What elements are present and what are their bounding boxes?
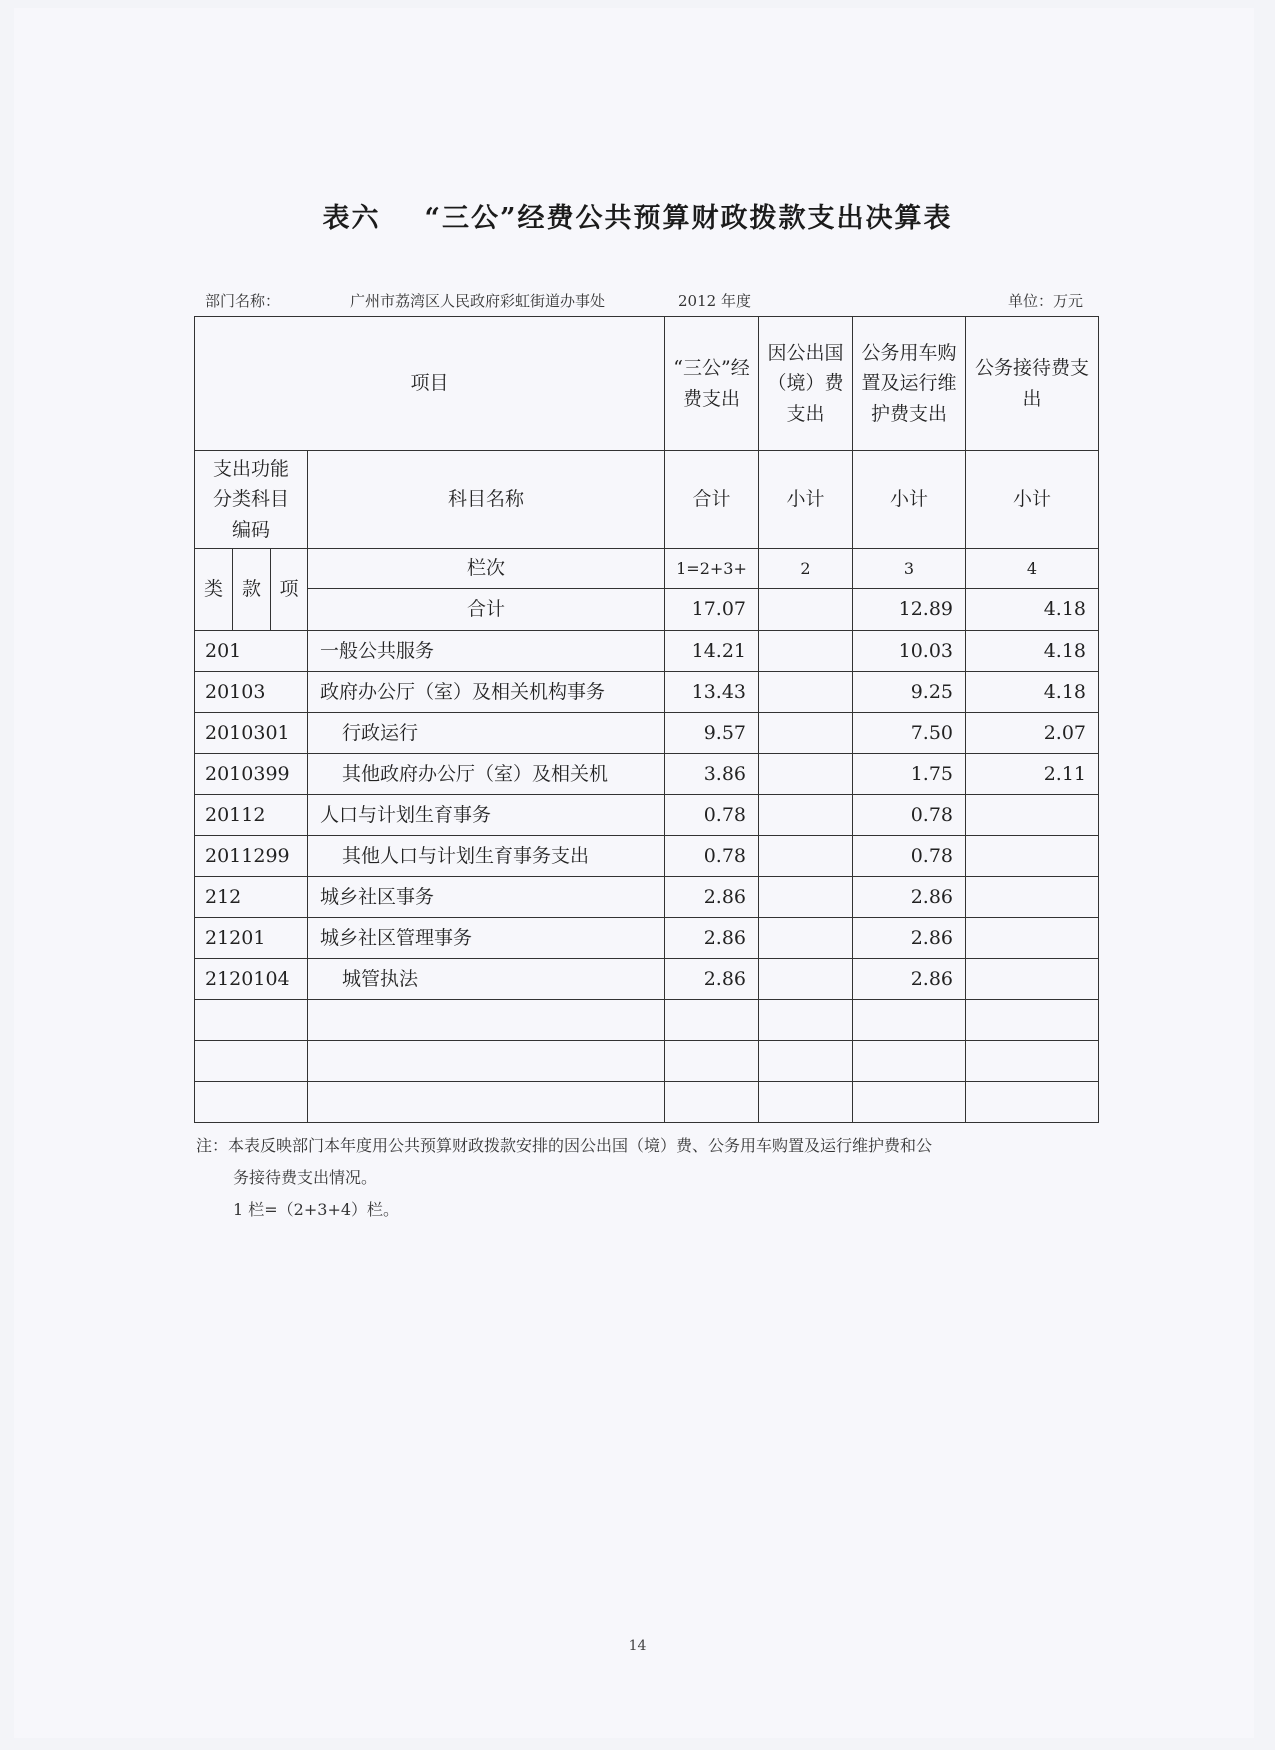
row-c4 (966, 959, 1099, 1000)
row-c3: 0.78 (853, 836, 966, 877)
name-header: 科目名称 (308, 451, 665, 549)
note-line-1: 注：本表反映部门本年度用公共预算财政拨款安排的因公出国（境）费、公务用车购置及运行维护费和公 (196, 1136, 933, 1155)
row-c2 (759, 877, 853, 918)
row-c2 (759, 836, 853, 877)
row-code: 2120104 (195, 959, 308, 1000)
table-title (0, 196, 1275, 235)
total-c4: 4.18 (966, 589, 1099, 631)
row-c4 (966, 918, 1099, 959)
row-code: 21201 (195, 918, 308, 959)
note-line-3: 1 栏=（2+3+4）栏。 (233, 1200, 400, 1219)
row-name: 一般公共服务 (308, 631, 665, 672)
row-code: 2010399 (195, 754, 308, 795)
row-name: 行政运行 (308, 713, 665, 754)
row-code: 2010301 (195, 713, 308, 754)
row-c3: 2.86 (853, 918, 966, 959)
dept-label: 部门名称： (205, 292, 281, 310)
code-header: 支出功能分类科目编码 (195, 451, 308, 549)
row-c1: 13.43 (665, 672, 759, 713)
subtotal-4-header: 小计 (966, 451, 1099, 549)
total-row (195, 589, 1099, 631)
column-index-row (195, 549, 1099, 589)
row-c4: 2.07 (966, 713, 1099, 754)
row-c4 (966, 877, 1099, 918)
lanci-3: 3 (853, 549, 966, 589)
row-c2 (759, 959, 853, 1000)
row-c3: 9.25 (853, 672, 966, 713)
col1-header: “三公”经费支出 (665, 317, 759, 451)
row-c1: 2.86 (665, 959, 759, 1000)
lanci-4: 4 (966, 549, 1099, 589)
table-row (195, 795, 1099, 836)
kuan-header: 款 (233, 549, 271, 631)
empty-row (195, 1041, 1099, 1082)
row-c3: 2.86 (853, 877, 966, 918)
row-name: 人口与计划生育事务 (308, 795, 665, 836)
empty-row (195, 1082, 1099, 1123)
row-c3: 10.03 (853, 631, 966, 672)
table-row (195, 918, 1099, 959)
row-name: 政府办公厅（室）及相关机构事务 (308, 672, 665, 713)
table-row (195, 959, 1099, 1000)
unit-label: 单位：万元 (1008, 292, 1084, 310)
col3-header: 公务用车购置及运行维护费支出 (853, 317, 966, 451)
header-row-1 (195, 317, 1099, 451)
row-code: 20103 (195, 672, 308, 713)
col4-header: 公务接待费支出 (966, 317, 1099, 451)
row-c2 (759, 631, 853, 672)
row-c3: 7.50 (853, 713, 966, 754)
row-c2 (759, 672, 853, 713)
row-name: 城乡社区事务 (308, 877, 665, 918)
fiscal-year: 2012 年度 (678, 292, 751, 310)
row-c4 (966, 795, 1099, 836)
page-number: 14 (628, 1638, 647, 1654)
note-line-2: 务接待费支出情况。 (233, 1168, 378, 1187)
row-c1: 14.21 (665, 631, 759, 672)
row-c1: 3.86 (665, 754, 759, 795)
table-row (195, 754, 1099, 795)
total-c1: 17.07 (665, 589, 759, 631)
expense-table (194, 316, 1099, 1123)
row-c2 (759, 754, 853, 795)
col2-header: 因公出国（境）费支出 (759, 317, 853, 451)
row-c4: 4.18 (966, 672, 1099, 713)
table-name: “三公”经费公共预算财政拨款支出决算表 (424, 203, 953, 234)
row-c2 (759, 713, 853, 754)
row-c1: 0.78 (665, 836, 759, 877)
row-c1: 2.86 (665, 918, 759, 959)
row-code: 2011299 (195, 836, 308, 877)
total-header: 合计 (665, 451, 759, 549)
table-row (195, 631, 1099, 672)
row-c1: 0.78 (665, 795, 759, 836)
table-row (195, 877, 1099, 918)
row-c4: 4.18 (966, 631, 1099, 672)
lei-header: 类 (195, 549, 233, 631)
row-c3: 0.78 (853, 795, 966, 836)
project-header: 项目 (195, 317, 665, 451)
total-row-label: 合计 (308, 589, 665, 631)
row-c1: 2.86 (665, 877, 759, 918)
lanci-2: 2 (759, 549, 853, 589)
row-code: 20112 (195, 795, 308, 836)
row-code: 201 (195, 631, 308, 672)
row-code: 212 (195, 877, 308, 918)
header-row-2 (195, 451, 1099, 549)
row-name: 城管执法 (308, 959, 665, 1000)
lanci-1: 1=2+3+ (665, 549, 759, 589)
total-c3: 12.89 (853, 589, 966, 631)
subtotal-3-header: 小计 (853, 451, 966, 549)
row-name: 其他政府办公厅（室）及相关机 (308, 754, 665, 795)
row-c4: 2.11 (966, 754, 1099, 795)
table-row (195, 672, 1099, 713)
row-c1: 9.57 (665, 713, 759, 754)
dept-name: 广州市荔湾区人民政府彩虹街道办事处 (350, 292, 606, 310)
table-row (195, 836, 1099, 877)
row-c3: 2.86 (853, 959, 966, 1000)
lanci-label: 栏次 (308, 549, 665, 589)
row-c2 (759, 918, 853, 959)
row-name: 其他人口与计划生育事务支出 (308, 836, 665, 877)
total-c2 (759, 589, 853, 631)
subtotal-2-header: 小计 (759, 451, 853, 549)
row-c2 (759, 795, 853, 836)
row-c4 (966, 836, 1099, 877)
row-name: 城乡社区管理事务 (308, 918, 665, 959)
xiang-header: 项 (271, 549, 308, 631)
row-c3: 1.75 (853, 754, 966, 795)
empty-row (195, 1000, 1099, 1041)
table-row (195, 713, 1099, 754)
table-number: 表六 (322, 203, 381, 234)
